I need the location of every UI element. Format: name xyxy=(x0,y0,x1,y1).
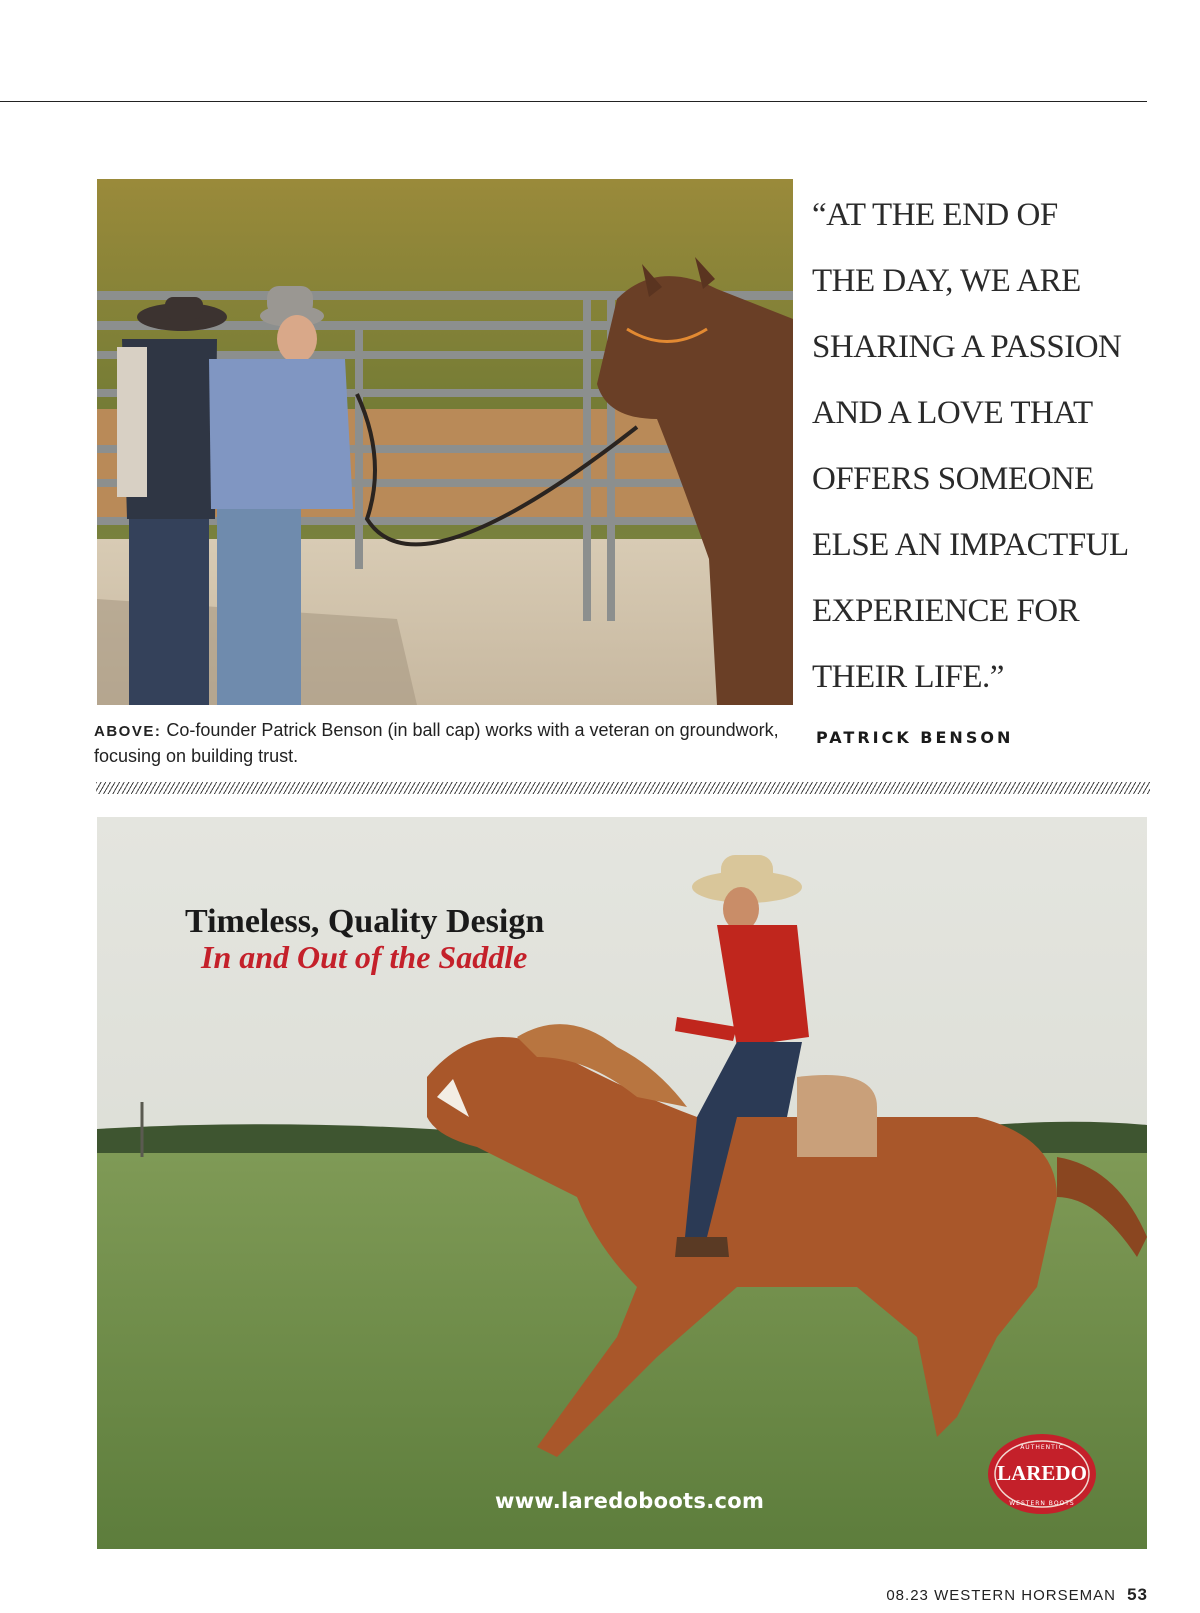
quote-line: EXPERIENCE FOR xyxy=(812,593,1080,629)
quote-line: ELSE AN IMPACTFUL xyxy=(812,527,1129,563)
quote-line: THEIR LIFE.” xyxy=(812,659,1004,695)
quote-line: AND A LOVE THAT xyxy=(812,395,1093,431)
laredo-advertisement[interactable] xyxy=(97,817,1147,1549)
folio-magazine: WESTERN HORSEMAN xyxy=(934,1587,1116,1604)
quote-line: “AT THE END OF xyxy=(812,197,1058,233)
svg-text:WESTERN BOOTS: WESTERN BOOTS xyxy=(1009,1500,1075,1507)
pull-quote xyxy=(812,182,1157,710)
quote-line: THE DAY, WE ARE xyxy=(812,263,1081,299)
quote-attribution: PATRICK BENSON xyxy=(816,728,1014,747)
photo-caption xyxy=(94,718,794,769)
ad-headline: Timeless, Quality Design xyxy=(185,903,545,940)
quote-line: SHARING A PASSION xyxy=(812,329,1122,365)
laredo-logo-badge xyxy=(987,1433,1097,1515)
ad-subline: In and Out of the Saddle xyxy=(201,939,528,975)
ad-url-link[interactable]: www.laredoboots.com xyxy=(495,1489,765,1513)
caption-text: Co-founder Patrick Benson (in ball cap) works with a veteran on groundwork, focusing on building trust. xyxy=(94,720,779,766)
svg-text:AUTHENTIC: AUTHENTIC xyxy=(1020,1444,1064,1451)
top-rule xyxy=(0,101,1147,102)
caption-lead: ABOVE: xyxy=(94,723,162,740)
quote-line: OFFERS SOMEONE xyxy=(812,461,1094,497)
hatched-divider xyxy=(96,782,1150,794)
page-folio xyxy=(886,1585,1148,1605)
groundwork-photo xyxy=(97,179,793,705)
page-number: 53 xyxy=(1127,1585,1148,1604)
folio-issue: 08.23 xyxy=(886,1587,929,1604)
badge-brand: LAREDO xyxy=(997,1461,1087,1485)
